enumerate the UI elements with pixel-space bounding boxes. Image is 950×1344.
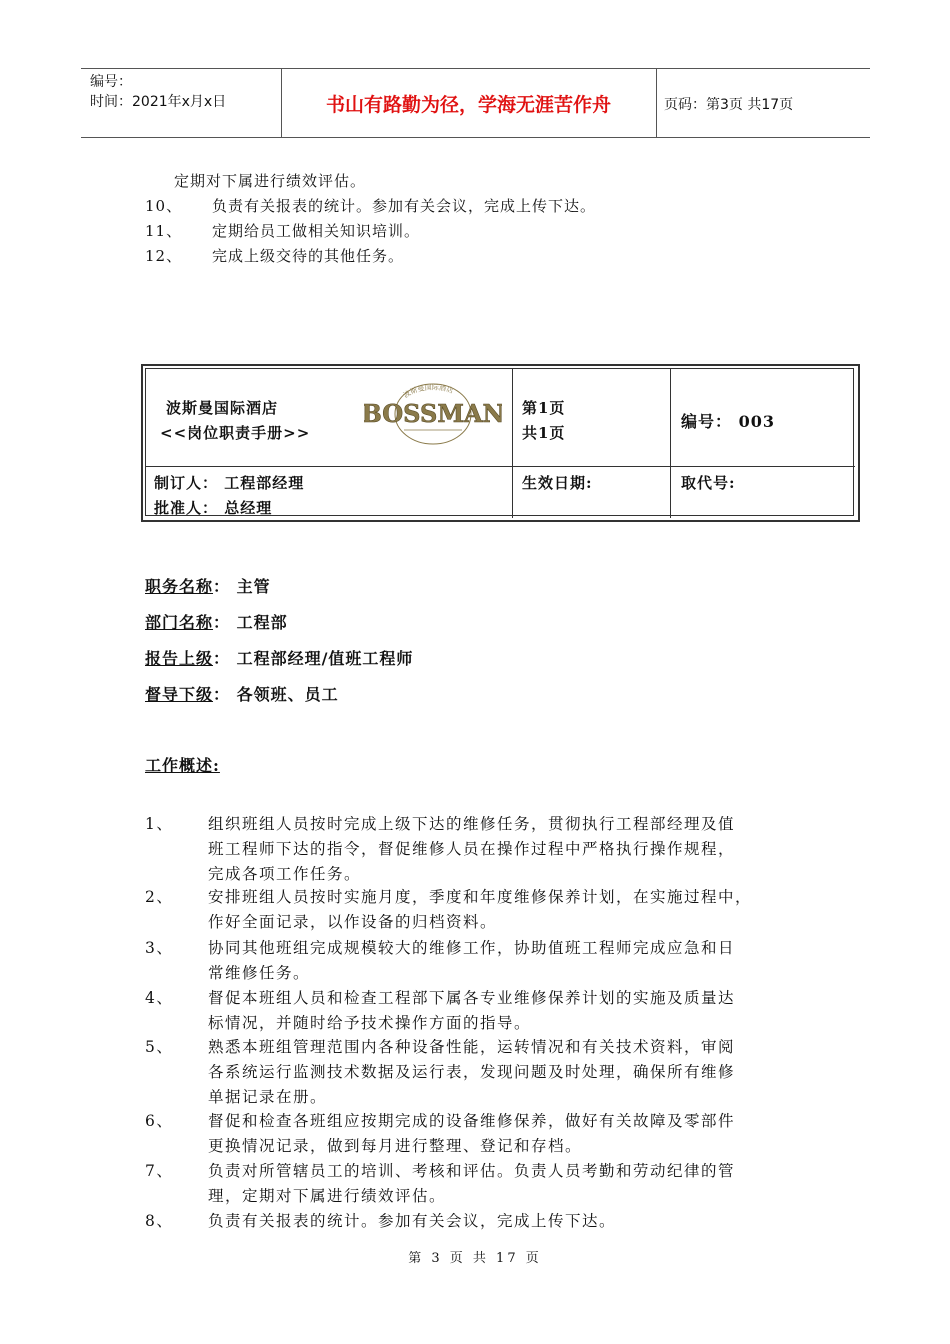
field-value: ： 主管 bbox=[213, 577, 271, 596]
list-item-number: 10、 bbox=[145, 197, 183, 215]
date-label: 时间：2021年x月x日 bbox=[90, 94, 227, 110]
duty-line: 督促和检查各班组应按期完成的设备维修保养，做好有关故障及零部件 bbox=[208, 1112, 736, 1130]
duty-text bbox=[208, 812, 735, 887]
duty-line: 完成各项工作任务。 bbox=[208, 865, 362, 883]
field-value: ： 各领班、员工 bbox=[213, 685, 339, 704]
duty-number: 6、 bbox=[145, 1112, 174, 1130]
list-item-text: 定期给员工做相关知识培训。 bbox=[212, 222, 421, 240]
duty-number: 8、 bbox=[145, 1212, 174, 1230]
duty-line: 单据记录在册。 bbox=[208, 1088, 328, 1106]
table-divider bbox=[145, 466, 855, 467]
table-divider bbox=[670, 368, 671, 518]
continuation-line: 定期对下属进行绩效评估。 bbox=[174, 172, 367, 190]
logo-arc-text: 波斯曼国际酒店 bbox=[402, 383, 455, 400]
duty-text bbox=[208, 885, 752, 935]
overview-colon: : bbox=[213, 756, 220, 775]
duty-number: 5、 bbox=[145, 1038, 174, 1056]
duty-line: 负责有关报表的统计。参加有关会议，完成上传下达。 bbox=[208, 1212, 617, 1230]
list-item-number: 12、 bbox=[145, 247, 183, 265]
approver: 批准人： 总经理 bbox=[154, 499, 273, 517]
list-item-text: 完成上级交待的其他任务。 bbox=[212, 247, 405, 265]
manual-name: <<岗位职责手册>> bbox=[160, 424, 311, 442]
field-key: 报告上级 bbox=[145, 649, 214, 668]
duty-text bbox=[208, 1209, 616, 1234]
duty-line: 督促本班组人员和检查工程部下属各专业维修保养计划的实施及质量达 bbox=[208, 989, 736, 1007]
overview-heading bbox=[145, 753, 220, 776]
total-line: 共1页 bbox=[522, 424, 566, 442]
field-key: 职务名称 bbox=[145, 577, 214, 596]
table-divider bbox=[512, 368, 513, 518]
doc-code: 编号： 003 bbox=[681, 412, 775, 431]
duty-line: 常维修任务。 bbox=[208, 964, 311, 982]
field-value: ： 工程部 bbox=[213, 613, 288, 632]
duty-line: 作好全面记录，以作设备的归档资料。 bbox=[208, 913, 498, 931]
department-field bbox=[145, 610, 288, 633]
duty-line: 安排班组人员按时实施月度，季度和年度维修保养计划，在实施过程中， bbox=[208, 888, 753, 906]
bossman-logo-icon bbox=[364, 368, 502, 464]
duty-line: 标情况，并随时给予技术操作方面的指导。 bbox=[208, 1014, 532, 1032]
duty-number: 2、 bbox=[145, 888, 174, 906]
job-title-field bbox=[145, 574, 271, 597]
duty-line: 更换情况记录，做到每月进行整理、登记和存档。 bbox=[208, 1137, 583, 1155]
duty-line: 各系统运行监测技术数据及运行表，发现问题及时处理，确保所有维修 bbox=[208, 1063, 736, 1081]
header-divider bbox=[656, 68, 657, 137]
duty-line: 协同其他班组完成规模较大的维修工作，协助值班工程师完成应急和日 bbox=[208, 939, 736, 957]
duty-number: 7、 bbox=[145, 1162, 174, 1180]
field-key: 部门名称 bbox=[145, 613, 214, 632]
code-label: 编号： bbox=[90, 74, 132, 90]
duty-number: 1、 bbox=[145, 815, 174, 833]
duty-text bbox=[208, 986, 735, 1036]
duty-line: 负责对所管辖员工的培训、考核和评估。负责人员考勤和劳动纪律的管 bbox=[208, 1162, 736, 1180]
list-item-number: 11、 bbox=[145, 222, 183, 240]
duty-text bbox=[208, 1109, 735, 1159]
duty-text bbox=[208, 936, 735, 986]
page-info: 页码：第3页 共17页 bbox=[664, 97, 794, 113]
duty-line: 熟悉本班组管理范围内各种设备性能，运转情况和有关技术资料，审阅 bbox=[208, 1038, 736, 1056]
duty-line: 组织班组人员按时完成上级下达的维修任务，贯彻执行工程部经理及值 bbox=[208, 815, 736, 833]
page-line: 第1页 bbox=[522, 399, 566, 417]
effective-date: 生效日期: bbox=[522, 474, 593, 492]
field-value: ： 工程部经理/值班工程师 bbox=[213, 649, 414, 668]
list-item-text: 负责有关报表的统计。参加有关会议，完成上传下达。 bbox=[212, 197, 597, 215]
duty-text bbox=[208, 1159, 735, 1209]
drafter: 制订人： 工程部经理 bbox=[154, 474, 305, 492]
motto: 书山有路勤为径，学海无涯苦作舟 bbox=[325, 94, 611, 116]
duty-line: 理，定期对下属进行绩效评估。 bbox=[208, 1187, 447, 1205]
field-key: 督导下级 bbox=[145, 685, 214, 704]
logo-text: BOSSMAN bbox=[364, 399, 502, 428]
hotel-name: 波斯曼国际酒店 bbox=[166, 399, 279, 417]
page-footer: 第 3 页 共 17 页 bbox=[408, 1251, 542, 1266]
report-to-field bbox=[145, 646, 413, 669]
duty-number: 4、 bbox=[145, 989, 174, 1007]
overview-title: 工作概述 bbox=[145, 756, 214, 775]
supervise-field bbox=[145, 682, 339, 705]
duty-number: 3、 bbox=[145, 939, 174, 957]
bossman-logo bbox=[364, 368, 502, 464]
duty-line: 班工程师下达的指令，督促维修人员在操作过程中严格执行操作规程， bbox=[208, 840, 736, 858]
header-left bbox=[90, 72, 226, 112]
svg-text:波斯曼国际酒店 bbox=[402, 383, 455, 400]
duty-text bbox=[208, 1035, 735, 1110]
replace-no: 取代号: bbox=[681, 474, 736, 492]
